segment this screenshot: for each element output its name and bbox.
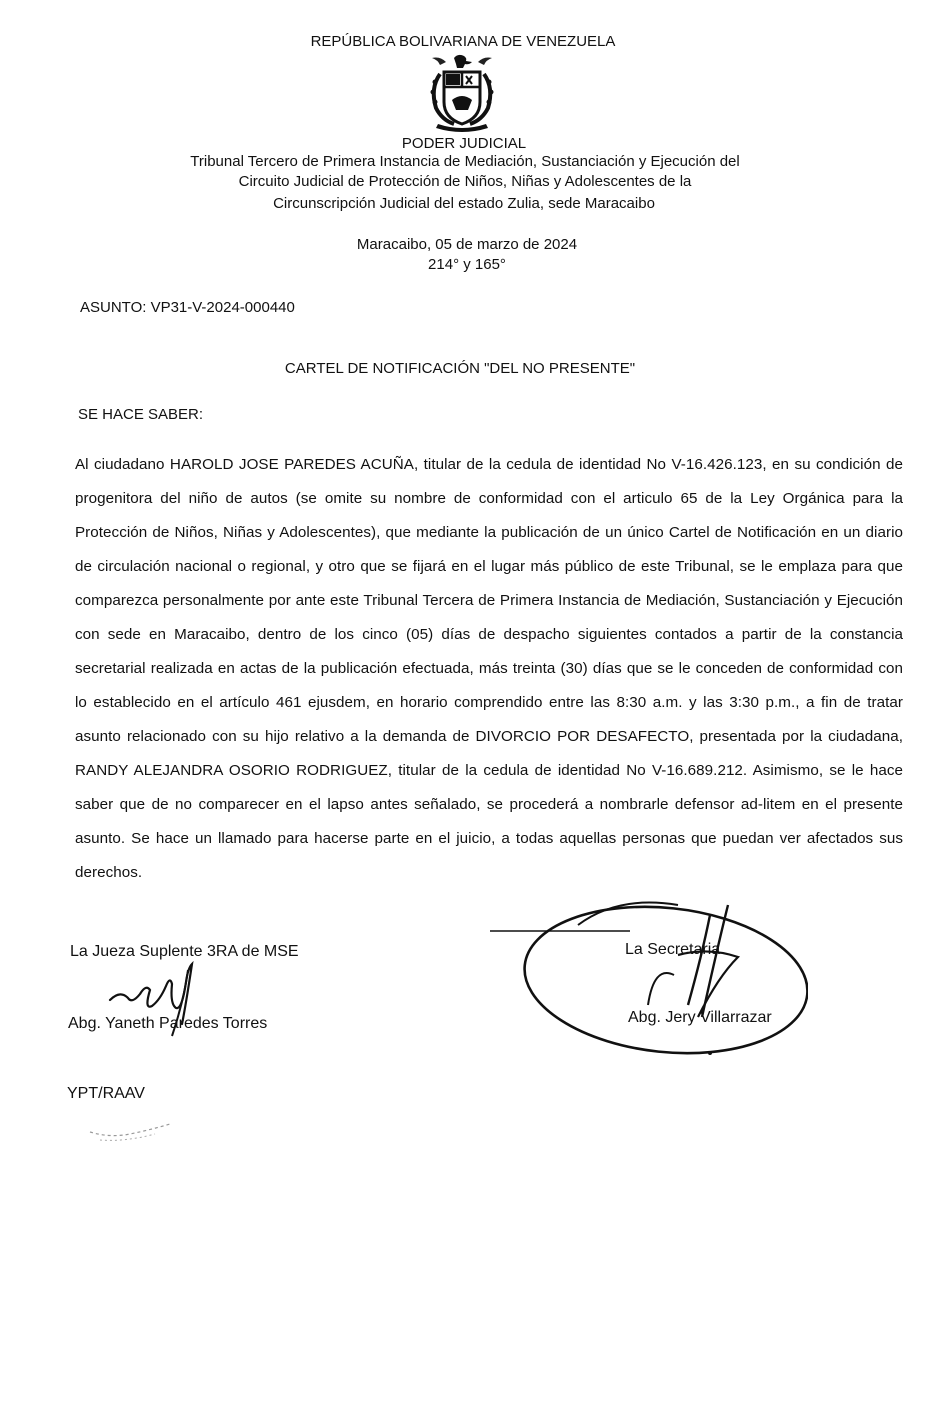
court-name-line-1: Tribunal Tercero de Primera Instancia de Mediación, Sustanciación y Ejecución del xyxy=(190,153,740,170)
poder-judicial-heading: PODER JUDICIAL xyxy=(401,135,527,152)
initials: YPT/RAAV xyxy=(67,1085,145,1102)
faint-stamp-mark xyxy=(85,1110,175,1145)
court-name-line-3: Circunscripción Judicial del estado Zulia, sede Maracaibo xyxy=(273,195,655,212)
venezuela-coat-of-arms-icon xyxy=(416,52,508,132)
court-name-line-2: Circuito Judicial de Protección de Niños, Niñas y Adolescentes de la xyxy=(238,173,692,190)
secretary-handwritten-signature xyxy=(488,885,808,1070)
asunto-number: ASUNTO: VP31-V-2024-000440 xyxy=(80,299,295,316)
secretary-title: La Secretaria xyxy=(625,941,721,958)
document-date: Maracaibo, 05 de marzo de 2024 xyxy=(356,236,578,253)
country-heading: REPÚBLICA BOLIVARIANA DE VENEZUELA xyxy=(310,33,616,50)
judge-name: Abg. Yaneth Paredes Torres xyxy=(68,1015,268,1032)
republic-years: 214° y 165° xyxy=(428,256,506,273)
se-hace-saber-heading: SE HACE SABER: xyxy=(78,406,204,423)
secretary-name: Abg. Jery Villarrazar xyxy=(628,1009,772,1026)
notification-body-paragraph: Al ciudadano HAROLD JOSE PAREDES ACUÑA, titular de la cedula de identidad No V-16.426.123, en su condición de progenitora del niño de autos (se omite su nombre de conformidad con el articulo 65 de la Ley Orgánica para la Protección de Niños, Niñas y Adolescentes), que mediante la publicación de un único Cartel de Notificación en un diario de circulación nacional o regional, y otro que se fijará en el lugar más público de este Tribunal, se le emplaza para que comparezca personalmente por ante este Tribunal Tercera de Primera Instancia de Mediación, Sustanciación y Ejecución con sede en Maracaibo, dentro de los cinco (05) días de despacho siguientes contados a partir de la constancia secretarial realizada en actas de la publicación efectuada, más treinta (30) días que se le conceden de conformidad con lo establecido en el artículo 461 ejusdem, en horario comprendido entre las 8:30 a.m. y las 3:30 p.m., a fin de tratar asunto relacionado con su hijo relativo a la demanda de DIVORCIO POR DESAFECTO, presentada por la ciudadana, RANDY ALEJANDRA OSORIO RODRIGUEZ, titular de la cedula de identidad No V-16.689.212. Asimismo, se le hace saber que de no comparecer en el lapso antes señalado, se procederá a nombrarle defensor ad-litem en el presente asunto. Se hace un llamado para hacerse parte en el juicio, a todas aquellas personas que puedan ver afectados sus derechos. xyxy=(75,456,903,881)
document-title: CARTEL DE NOTIFICACIÓN "DEL NO PRESENTE" xyxy=(284,360,636,377)
judge-title: La Jueza Suplente 3RA de MSE xyxy=(70,943,299,960)
